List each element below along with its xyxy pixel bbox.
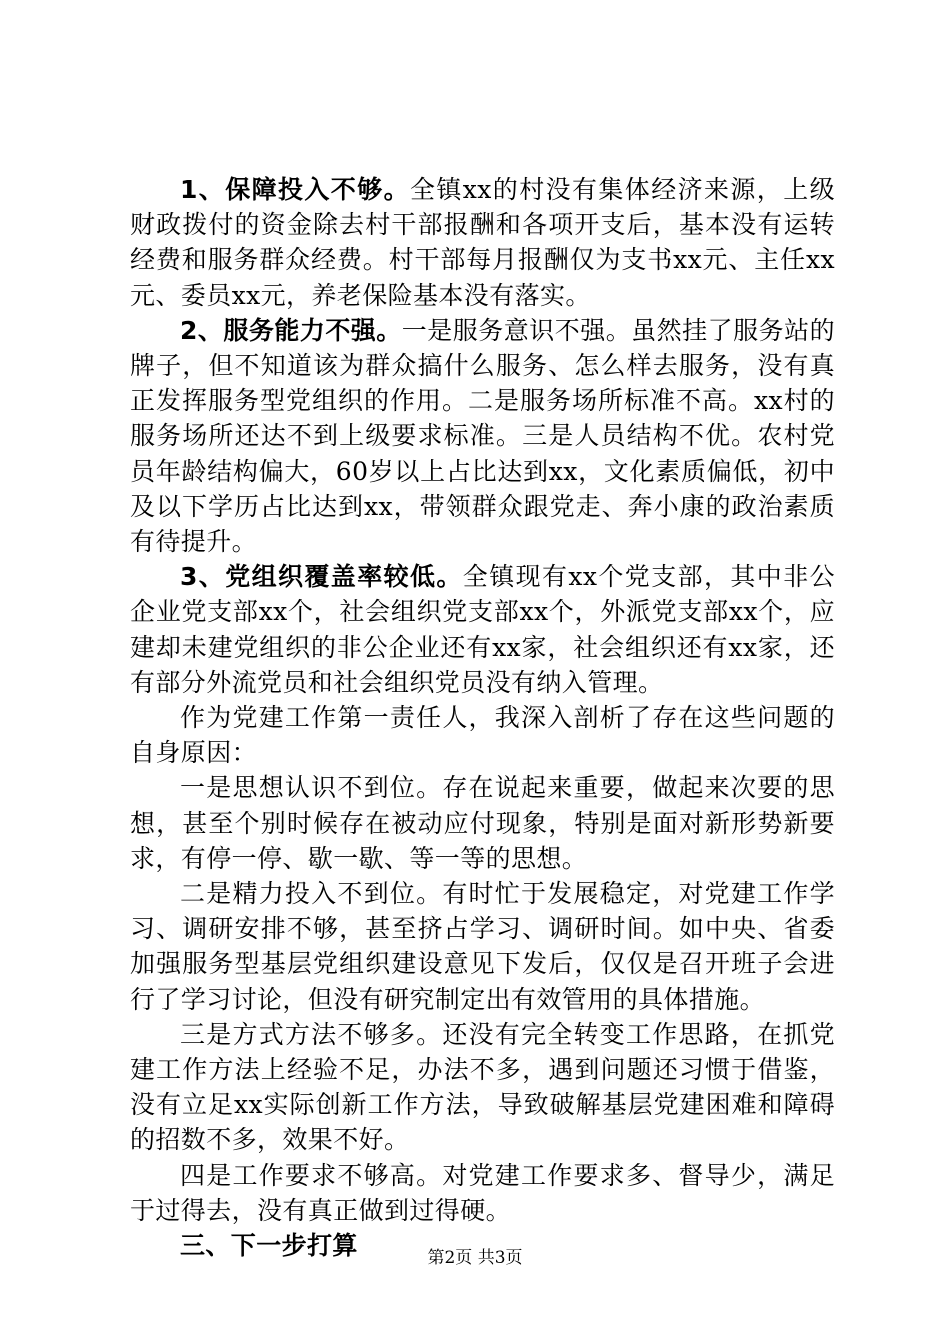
problem-item-1 [130,172,835,313]
reason-paragraph-2: 二是精力投入不到位。有时忙于发展稳定，对党建工作学习、调研安排不够，甚至挤占学习、调研时间。如中央、省委加强服务型基层党组织建设意见下发后，仅仅是召开班子会进行了学习讨论，但没有研究制定出有效管用的具体措施。 [130,879,835,1014]
page-number-footer: 第2页 共3页 [427,1248,523,1268]
problem-item-3 [130,559,835,700]
reason-paragraph-1: 一是思想认识不到位。存在说起来重要，做起来次要的思想，甚至个别时候存在被动应付现象，特别是面对新形势新要求，有停一停、歇一歇、等一等的思想。 [130,773,835,873]
problem-text: 全镇xx的村没有集体经济来源，上级财政拨付的资金除去村干部报酬和各项开支后，基本没有运转经费和服务群众经费。村干部每月报酬仅为支书xx元、主任xx元、委员xx元，养老保险基本没有落实。 [130,175,835,310]
reason-paragraph-3: 三是方式方法不够多。还没有完全转变工作思路，在抓党建工作方法上经验不足，办法不多，遇到问题还习惯于借鉴，没有立足xx实际创新工作方法，导致破解基层党建困难和障碍的招数不多，效果不好。 [130,1019,835,1155]
document-body [130,172,835,1263]
problem-item-2 [130,313,835,559]
problem-text: 一是服务意识不强。虽然挂了服务站的牌子，但不知道该为群众搞什么服务、怎么样去服务，没有真正发挥服务型党组织的作用。二是服务场所标准不高。xx村的服务场所还达不到上级要求标准。三是人员结构不优。农村党员年龄结构偏大，60岁以上占比达到xx，文化素质偏低，初中及以下学历占比达到xx，带领群众跟党走、奔小康的政治素质有待提升。 [130,315,835,557]
problem-text: 全镇现有xx个党支部，其中非公企业党支部xx个，社会组织党支部xx个，外派党支部xx个，应建却未建党组织的非公企业还有xx家，社会组织还有xx家，还有部分外流党员和社会组织党员没有纳入管理。 [130,562,835,697]
reason-intro-paragraph: 作为党建工作第一责任人，我深入剖析了存在这些问题的自身原因： [130,703,835,768]
problem-heading: 2、服务能力不强。 [180,315,402,345]
reason-paragraph-4: 四是工作要求不够高。对党建工作要求多、督导少，满足于过得去，没有真正做到过得硬。 [130,1160,835,1225]
problem-heading: 3、党组织覆盖率较低。 [180,562,463,592]
section-heading: 三、下一步打算 [180,1231,358,1261]
problem-heading: 1、保障投入不够。 [180,175,410,204]
